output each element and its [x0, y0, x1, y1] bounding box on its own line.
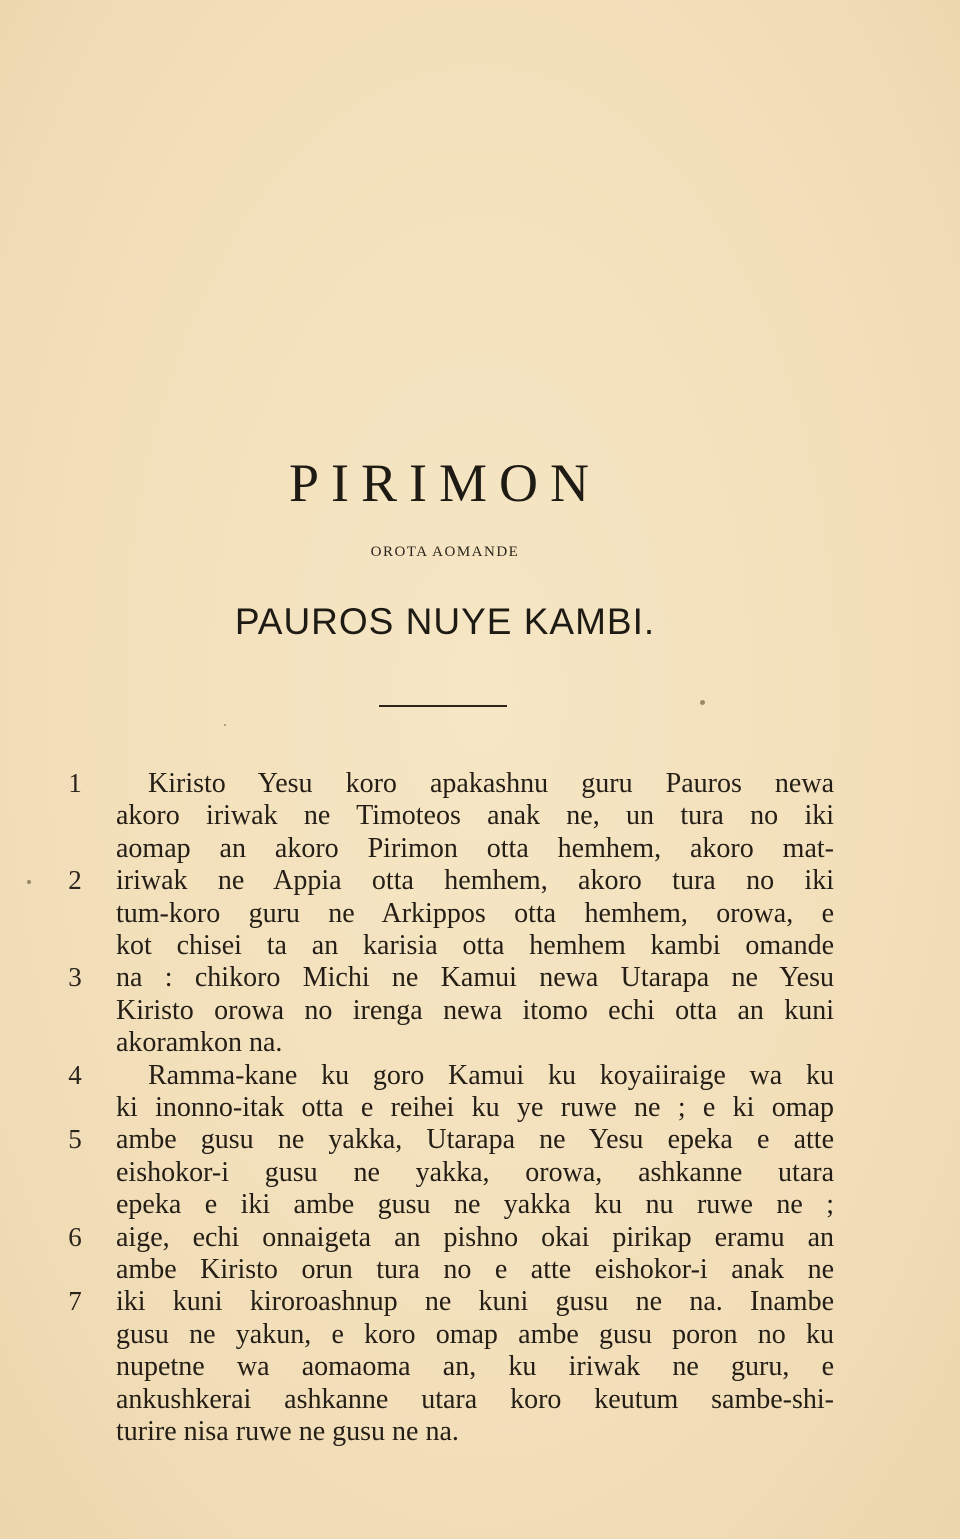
verse-number: 1 — [68, 768, 82, 798]
paper-speck — [224, 724, 226, 726]
text-line: iki kuni kiroroashnup ne kuni gusu ne na. Inambe — [116, 1286, 834, 1318]
verse-number: 5 — [68, 1124, 82, 1155]
page-title: PIRIMON — [288, 453, 602, 513]
text-line: tum-koro guru ne Arkippos otta hemhem, orowa, e — [116, 897, 834, 929]
page-subtitle: OROTA AOMANDE — [370, 544, 520, 560]
text-line: akoro iriwak ne Timoteos anak ne, un tura no iki — [116, 800, 834, 832]
divider-rule — [379, 705, 507, 707]
text-line: akoramkon na. — [116, 1027, 283, 1059]
text-line: Ramma-kane ku goro Kamui ku koyaiiraige wa ku — [148, 1059, 834, 1091]
text-line: ankushkerai ashkanne utara koro keutum sambe-shi- — [116, 1383, 834, 1415]
paper-speck — [27, 880, 31, 884]
paper-speck — [700, 700, 705, 705]
text-line: Kiristo orowa no irenga newa itomo echi otta an kuni — [116, 994, 834, 1026]
verse-number: 4 — [68, 1059, 82, 1090]
verse-number: 2 — [68, 865, 82, 896]
text-line: epeka e iki ambe gusu ne yakka ku nu ruwe ne ; — [116, 1189, 834, 1221]
text-line: kot chisei ta an karisia otta hemhem kambi omande — [116, 930, 834, 961]
text-line: gusu ne yakun, e koro omap ambe gusu poron no ku — [116, 1318, 834, 1350]
text-line: nupetne wa aomaoma an, ku iriwak ne guru, e — [116, 1351, 834, 1383]
section-heading: PAUROS NUYE KAMBI. — [234, 601, 656, 642]
text-line: Kiristo Yesu koro apakashnu guru Pauros newa — [148, 768, 834, 799]
text-line: aomap an akoro Pirimon otta hemhem, akoro mat- — [116, 832, 834, 864]
text-line: ki inonno-itak otta e reihei ku ye ruwe ne ; e ki omap — [116, 1092, 834, 1123]
text-line: na : chikoro Michi ne Kamui newa Utarapa ne Yesu — [116, 962, 834, 994]
text-line: eishokor-i gusu ne yakka, orowa, ashkanne utara — [116, 1156, 834, 1188]
verse-number: 3 — [68, 962, 82, 993]
verse-number: 6 — [68, 1221, 82, 1252]
verse-number: 7 — [68, 1286, 82, 1317]
text-line: turire nisa ruwe ne gusu ne na. — [116, 1416, 459, 1447]
text-line: aige, echi onnaigeta an pishno okai pirikap eramu an — [116, 1221, 834, 1253]
text-line: ambe gusu ne yakka, Utarapa ne Yesu epeka e atte — [116, 1124, 834, 1156]
text-line: ambe Kiristo orun tura no e atte eishokor-i anak ne — [116, 1254, 834, 1285]
text-line: iriwak ne Appia otta hemhem, akoro tura no iki — [116, 865, 834, 897]
